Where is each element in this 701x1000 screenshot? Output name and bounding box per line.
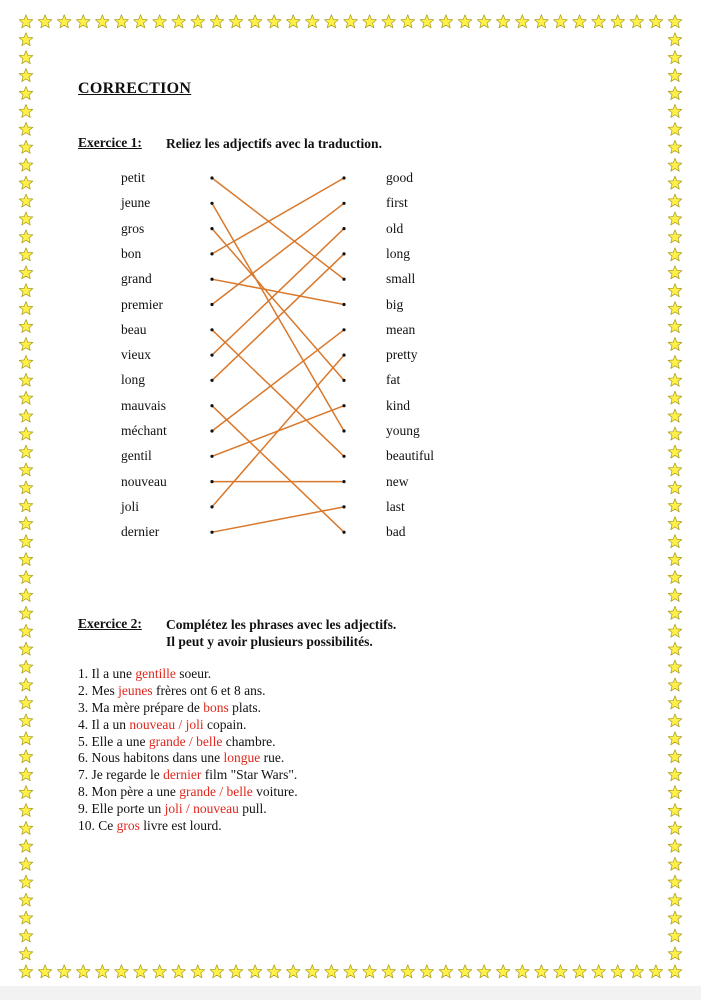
star-icon — [153, 965, 167, 978]
star-icon — [496, 965, 510, 978]
sentence — [78, 683, 298, 700]
sentence-text: chambre. — [222, 733, 276, 749]
left-word: bon — [121, 245, 142, 261]
star-icon — [19, 409, 33, 422]
left-word: nouveau — [121, 473, 167, 489]
star-icon — [630, 15, 644, 28]
sentence-text: 5. Elle a une — [78, 733, 149, 749]
sentence-list — [78, 666, 298, 835]
left-word: beau — [121, 321, 147, 337]
star-icon — [19, 158, 33, 171]
sentence-answer: nouveau / joli — [129, 716, 204, 732]
star-icon — [668, 86, 682, 99]
star-icon — [19, 821, 33, 834]
star-icon — [19, 606, 33, 619]
star-icon — [668, 947, 682, 960]
sentence-text: film "Star Wars". — [201, 767, 298, 783]
sentence-answer: longue — [223, 750, 261, 766]
sentence-text: frères ont 6 et 8 ans. — [152, 682, 266, 698]
star-icon — [19, 302, 33, 315]
star-icon — [19, 33, 33, 46]
star-icon — [19, 624, 33, 637]
star-icon — [477, 15, 491, 28]
star-icon — [305, 15, 319, 28]
star-icon — [573, 15, 587, 28]
star-icon — [668, 391, 682, 404]
star-icon — [573, 965, 587, 978]
right-word: last — [386, 498, 405, 514]
star-icon — [668, 337, 682, 350]
star-icon — [19, 445, 33, 458]
star-icon — [19, 427, 33, 440]
page-bottom-shade — [0, 986, 701, 1000]
sentence — [78, 750, 298, 767]
exercise1-instruction: Reliez les adjectifs avec la traduction. — [166, 136, 382, 151]
star-icon — [668, 642, 682, 655]
star-icon — [668, 230, 682, 243]
star-icon — [668, 51, 682, 64]
star-icon — [19, 194, 33, 207]
star-icon — [267, 965, 281, 978]
star-icon — [668, 911, 682, 924]
sentence-answer: dernier — [163, 767, 202, 783]
star-icon — [38, 965, 52, 978]
star-icon — [401, 15, 415, 28]
star-icon — [439, 15, 453, 28]
star-icon — [19, 320, 33, 333]
exercise2-heading — [78, 616, 396, 650]
star-icon — [19, 768, 33, 781]
star-icon — [515, 15, 529, 28]
star-icon — [19, 373, 33, 386]
right-word: new — [386, 473, 409, 489]
star-icon — [38, 15, 52, 28]
star-icon — [210, 15, 224, 28]
sentence-answer: grande / belle — [179, 784, 253, 800]
sentence-answer: grande / belle — [148, 733, 223, 749]
sentence-text: rue. — [260, 750, 285, 766]
star-icon — [19, 839, 33, 852]
right-word: good — [386, 170, 413, 185]
star-icon — [668, 69, 682, 82]
star-icon — [668, 445, 682, 458]
right-word: beautiful — [386, 448, 434, 464]
star-icon — [458, 15, 472, 28]
star-icon — [668, 284, 682, 297]
star-icon — [668, 409, 682, 422]
star-icon — [668, 194, 682, 207]
star-icon — [325, 965, 339, 978]
star-icon — [668, 140, 682, 153]
star-icon — [19, 463, 33, 476]
star-icon — [535, 15, 549, 28]
star-icon — [57, 965, 71, 978]
star-icon — [668, 15, 682, 28]
star-icon — [19, 391, 33, 404]
right-word: kind — [386, 397, 411, 413]
star-icon — [229, 965, 243, 978]
star-icon — [668, 768, 682, 781]
star-icon — [649, 15, 663, 28]
right-word: first — [386, 195, 408, 211]
star-icon — [210, 965, 224, 978]
left-word: premier — [121, 296, 163, 312]
star-icon — [229, 15, 243, 28]
star-icon — [248, 15, 262, 28]
right-word: big — [386, 296, 404, 312]
sentence-text: 2. Mes — [78, 682, 119, 698]
sentence-text: 8. Mon père a une — [78, 784, 180, 800]
sentence-text: soeur. — [175, 666, 212, 681]
sentence — [78, 784, 298, 801]
star-icon — [668, 714, 682, 727]
sentence — [78, 700, 298, 717]
sentence-text: pull. — [238, 801, 267, 817]
right-word: bad — [386, 524, 406, 540]
star-icon — [554, 965, 568, 978]
sentence-text: livre est lourd. — [139, 818, 222, 834]
sentence-text: 7. Je regarde le — [78, 767, 164, 783]
star-icon — [19, 678, 33, 691]
star-icon — [19, 929, 33, 942]
sentence-text: 6. Nous habitons dans une — [78, 750, 224, 766]
left-word: petit — [121, 170, 145, 185]
star-icon — [19, 588, 33, 601]
star-icon — [19, 51, 33, 64]
sentence-text: 9. Elle porte un — [78, 801, 165, 817]
sentence-text: 10. Ce — [78, 818, 117, 834]
exercise2-instruction — [166, 616, 396, 650]
star-icon — [611, 965, 625, 978]
star-icon — [668, 803, 682, 816]
star-icon — [96, 965, 110, 978]
star-icon — [668, 481, 682, 494]
star-icon — [630, 965, 644, 978]
star-icon — [286, 965, 300, 978]
star-icon — [19, 104, 33, 117]
star-icon — [191, 15, 205, 28]
star-icon — [19, 499, 33, 512]
star-icon — [668, 427, 682, 440]
star-icon — [382, 15, 396, 28]
left-word: dernier — [121, 524, 160, 540]
sentence — [78, 818, 298, 835]
star-icon — [668, 678, 682, 691]
star-icon — [668, 104, 682, 117]
star-icon — [172, 15, 186, 28]
exercise2-instruction-line1: Complétez les phrases avec les adjectifs. — [166, 617, 397, 632]
star-icon — [19, 660, 33, 673]
star-icon — [19, 911, 33, 924]
star-icon — [76, 965, 90, 978]
star-icon — [19, 965, 33, 978]
star-icon — [649, 965, 663, 978]
star-icon — [19, 284, 33, 297]
star-icon — [668, 893, 682, 906]
star-icon — [668, 122, 682, 135]
right-word: young — [386, 423, 420, 438]
star-icon — [19, 947, 33, 960]
star-icon — [19, 857, 33, 870]
page-title: CORRECTION — [78, 80, 192, 97]
star-icon — [19, 803, 33, 816]
star-icon — [19, 230, 33, 243]
star-icon — [611, 15, 625, 28]
star-icon — [19, 535, 33, 548]
star-icon — [96, 15, 110, 28]
star-icon — [668, 33, 682, 46]
star-icon — [668, 732, 682, 745]
star-icon — [19, 69, 33, 82]
sentence-answer: joli / nouveau — [164, 801, 239, 817]
left-word: jeune — [121, 195, 151, 211]
star-icon — [401, 965, 415, 978]
sentence-text: 4. Il a un — [78, 716, 130, 732]
star-icon — [19, 732, 33, 745]
right-word: pretty — [386, 347, 418, 363]
star-icon — [344, 15, 358, 28]
sentence-answer: gentille — [135, 666, 176, 681]
left-word: vieux — [121, 347, 151, 363]
sentence — [78, 801, 298, 818]
star-icon — [115, 965, 129, 978]
star-icon — [668, 355, 682, 368]
star-icon — [535, 965, 549, 978]
star-icon — [248, 965, 262, 978]
star-icon — [668, 660, 682, 673]
star-icon — [19, 337, 33, 350]
star-icon — [668, 158, 682, 171]
star-icon — [153, 15, 167, 28]
left-word: gros — [121, 220, 145, 236]
star-icon — [668, 499, 682, 512]
exercise2-label: Exercice 2: — [78, 616, 142, 631]
star-icon — [325, 15, 339, 28]
star-icon — [19, 212, 33, 225]
star-icon — [668, 750, 682, 763]
sentence-answer: gros — [116, 818, 140, 834]
star-icon — [19, 176, 33, 189]
sentence — [78, 767, 298, 784]
star-icon — [668, 320, 682, 333]
sentence — [78, 717, 298, 734]
sentence — [78, 734, 298, 751]
sentence-answer: bons — [203, 699, 229, 715]
star-icon — [668, 463, 682, 476]
star-icon — [19, 875, 33, 888]
star-icon — [19, 355, 33, 368]
star-icon — [668, 875, 682, 888]
star-icon — [439, 965, 453, 978]
star-icon — [668, 839, 682, 852]
star-icon — [19, 696, 33, 709]
star-icon — [19, 714, 33, 727]
star-icon — [668, 606, 682, 619]
exercise1-heading — [78, 135, 382, 152]
right-word: old — [386, 220, 404, 236]
left-word: grand — [121, 271, 152, 287]
star-icon — [19, 786, 33, 799]
star-icon — [668, 535, 682, 548]
star-icon — [363, 965, 377, 978]
sentence-answer: jeunes — [118, 682, 153, 698]
star-icon — [420, 15, 434, 28]
star-icon — [668, 857, 682, 870]
star-icon — [19, 570, 33, 583]
star-icon — [668, 266, 682, 279]
exercise2-instruction-line2: Il peut y avoir plusieurs possibilités. — [166, 634, 373, 649]
star-icon — [19, 122, 33, 135]
star-icon — [191, 965, 205, 978]
star-icon — [668, 588, 682, 601]
star-icon — [19, 15, 33, 28]
sentence-text: 3. Ma mère prépare de — [78, 699, 204, 715]
star-icon — [76, 15, 90, 28]
star-icon — [172, 965, 186, 978]
star-icon — [496, 15, 510, 28]
right-word: small — [386, 271, 416, 287]
left-word: long — [121, 372, 146, 388]
star-icon — [668, 176, 682, 189]
sentence-text: 1. Il a une — [78, 666, 136, 681]
star-icon — [668, 624, 682, 637]
left-word: gentil — [121, 448, 152, 464]
star-icon — [554, 15, 568, 28]
left-word: mauvais — [121, 397, 166, 413]
star-icon — [382, 965, 396, 978]
star-icon — [668, 373, 682, 386]
right-word: long — [386, 245, 411, 261]
star-icon — [19, 266, 33, 279]
star-icon — [458, 965, 472, 978]
star-icon — [668, 517, 682, 530]
star-icon — [477, 965, 491, 978]
star-icon — [19, 86, 33, 99]
star-icon — [267, 15, 281, 28]
star-icon — [57, 15, 71, 28]
right-word: mean — [386, 321, 416, 337]
star-icon — [115, 15, 129, 28]
star-icon — [668, 302, 682, 315]
star-icon — [592, 965, 606, 978]
star-icon — [592, 15, 606, 28]
star-icon — [420, 965, 434, 978]
star-icon — [668, 786, 682, 799]
star-icon — [19, 248, 33, 261]
star-icon — [363, 15, 377, 28]
exercise1-label: Exercice 1: — [78, 135, 142, 150]
star-icon — [134, 15, 148, 28]
star-icon — [668, 696, 682, 709]
star-icon — [19, 517, 33, 530]
star-icon — [305, 965, 319, 978]
star-icon — [286, 15, 300, 28]
star-icon — [668, 248, 682, 261]
left-word: méchant — [121, 423, 167, 438]
right-word: fat — [386, 372, 401, 388]
star-icon — [668, 821, 682, 834]
star-icon — [344, 965, 358, 978]
star-icon — [668, 929, 682, 942]
star-icon — [19, 893, 33, 906]
star-icon — [668, 570, 682, 583]
star-icon — [19, 140, 33, 153]
sentence-text: voiture. — [252, 784, 298, 800]
left-word: joli — [121, 498, 140, 514]
sentence — [78, 666, 298, 683]
star-icon — [668, 212, 682, 225]
star-icon — [19, 553, 33, 566]
sentence-text: plats. — [228, 699, 261, 715]
sentence-text: copain. — [203, 716, 247, 732]
star-icon — [134, 965, 148, 978]
star-icon — [19, 642, 33, 655]
star-icon — [19, 750, 33, 763]
star-icon — [668, 553, 682, 566]
star-icon — [668, 965, 682, 978]
star-icon — [515, 965, 529, 978]
star-icon — [19, 481, 33, 494]
